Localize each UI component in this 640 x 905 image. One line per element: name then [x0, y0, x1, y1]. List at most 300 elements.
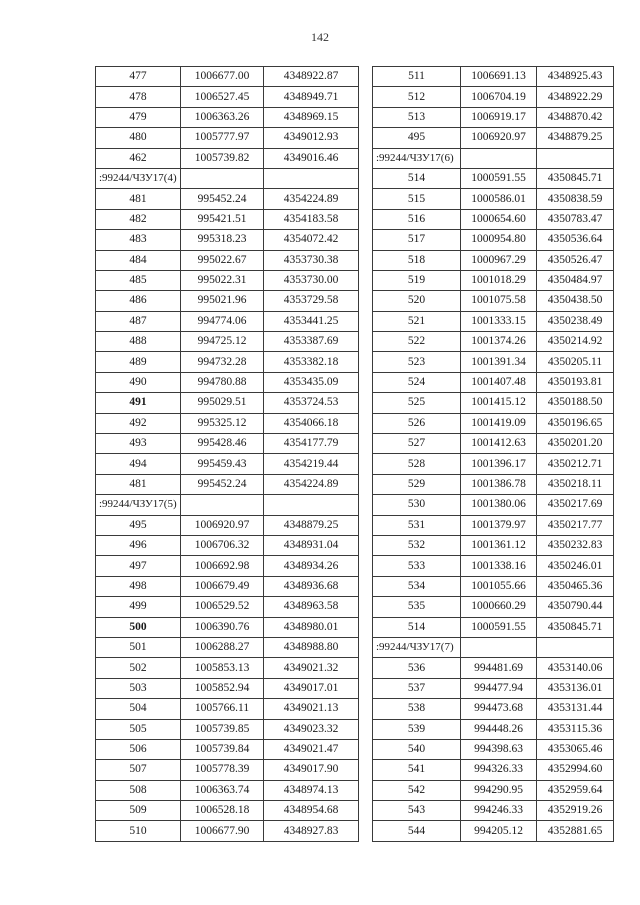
point-number-cell: 513 — [373, 107, 461, 127]
y-coordinate-cell: 4353441.25 — [264, 311, 359, 331]
point-number-cell: 542 — [373, 780, 461, 800]
table-row — [373, 699, 614, 719]
point-number-cell: 511 — [373, 67, 461, 87]
x-coordinate-cell: 1000660.29 — [461, 597, 537, 617]
point-number-cell: 480 — [96, 128, 181, 148]
table-row — [96, 719, 359, 739]
y-coordinate-cell: 4353729.58 — [264, 291, 359, 311]
y-coordinate-cell: 4349021.47 — [264, 739, 359, 759]
table-row — [373, 311, 614, 331]
x-coordinate-cell: 1001407.48 — [461, 372, 537, 392]
table-row — [373, 719, 614, 739]
point-number-cell: 504 — [96, 699, 181, 719]
x-coordinate-cell: 1005766.11 — [181, 699, 264, 719]
coordinates-table-left — [95, 66, 359, 842]
table-row — [96, 617, 359, 637]
table-row — [373, 107, 614, 127]
x-coordinate-cell: 1006691.13 — [461, 67, 537, 87]
x-coordinate-cell: 994448.26 — [461, 719, 537, 739]
table-row — [373, 515, 614, 535]
y-cell-empty — [537, 637, 614, 657]
x-coordinate-cell: 1005739.84 — [181, 739, 264, 759]
table-row — [96, 434, 359, 454]
x-coordinate-cell: 1000967.29 — [461, 250, 537, 270]
point-number-cell: 493 — [96, 434, 181, 454]
point-number-cell: 508 — [96, 780, 181, 800]
y-coordinate-cell: 4352959.64 — [537, 780, 614, 800]
x-coordinate-cell: 1006529.52 — [181, 597, 264, 617]
table-row — [373, 250, 614, 270]
table-row — [373, 291, 614, 311]
y-coordinate-cell: 4353136.01 — [537, 678, 614, 698]
y-coordinate-cell: 4350465.36 — [537, 576, 614, 596]
x-coordinate-cell: 1006528.18 — [181, 801, 264, 821]
y-coordinate-cell: 4353140.06 — [537, 658, 614, 678]
y-cell-empty — [264, 168, 359, 188]
table-row — [96, 699, 359, 719]
y-coordinate-cell: 4353065.46 — [537, 739, 614, 759]
point-number-cell: 498 — [96, 576, 181, 596]
x-cell-empty — [461, 148, 537, 168]
y-cell-empty — [537, 148, 614, 168]
y-coordinate-cell: 4348925.43 — [537, 67, 614, 87]
table-row — [96, 189, 359, 209]
page-number: 142 — [311, 30, 329, 44]
point-number-cell: 527 — [373, 434, 461, 454]
point-number-cell: 535 — [373, 597, 461, 617]
x-coordinate-cell: 1006706.32 — [181, 535, 264, 555]
y-coordinate-cell: 4348934.26 — [264, 556, 359, 576]
x-coordinate-cell: 1006363.26 — [181, 107, 264, 127]
y-coordinate-cell: 4349012.93 — [264, 128, 359, 148]
y-coordinate-cell: 4348969.15 — [264, 107, 359, 127]
point-number-cell: 544 — [373, 821, 461, 841]
point-number-cell: 539 — [373, 719, 461, 739]
point-number-cell: 462 — [96, 148, 181, 168]
x-coordinate-cell: 1001396.17 — [461, 454, 537, 474]
table-row — [96, 209, 359, 229]
table-row — [96, 454, 359, 474]
point-number-cell: 479 — [96, 107, 181, 127]
table-row — [96, 352, 359, 372]
y-coordinate-cell: 4350246.01 — [537, 556, 614, 576]
table-row — [96, 474, 359, 494]
point-number-cell: 531 — [373, 515, 461, 535]
x-coordinate-cell: 1001379.97 — [461, 515, 537, 535]
table-row — [96, 372, 359, 392]
y-coordinate-cell: 4350218.11 — [537, 474, 614, 494]
table-row — [373, 739, 614, 759]
x-coordinate-cell: 994774.06 — [181, 311, 264, 331]
x-coordinate-cell: 1006390.76 — [181, 617, 264, 637]
point-number-cell: 506 — [96, 739, 181, 759]
x-coordinate-cell: 995459.43 — [181, 454, 264, 474]
table-row — [373, 576, 614, 596]
point-number-cell: 486 — [96, 291, 181, 311]
y-coordinate-cell: 4349017.90 — [264, 760, 359, 780]
x-coordinate-cell: 1006704.19 — [461, 87, 537, 107]
parcel-label-cell: :99244/ЧЗУ17(5) — [96, 495, 181, 515]
x-coordinate-cell: 994725.12 — [181, 332, 264, 352]
table-row — [373, 780, 614, 800]
coordinates-table-right-body — [373, 67, 614, 842]
y-coordinate-cell: 4354224.89 — [264, 189, 359, 209]
table-row — [373, 372, 614, 392]
x-coordinate-cell: 1001333.15 — [461, 311, 537, 331]
x-coordinate-cell: 1006288.27 — [181, 637, 264, 657]
point-number-cell: 483 — [96, 230, 181, 250]
table-row — [96, 780, 359, 800]
table-row — [373, 230, 614, 250]
y-coordinate-cell: 4353435.09 — [264, 372, 359, 392]
y-coordinate-cell: 4348870.42 — [537, 107, 614, 127]
y-coordinate-cell: 4350526.47 — [537, 250, 614, 270]
table-row — [96, 801, 359, 821]
x-coordinate-cell: 1006920.97 — [461, 128, 537, 148]
x-coordinate-cell: 1000591.55 — [461, 168, 537, 188]
table-row — [373, 821, 614, 841]
table-row — [96, 658, 359, 678]
x-coordinate-cell: 994732.28 — [181, 352, 264, 372]
table-row — [373, 168, 614, 188]
x-coordinate-cell: 994326.33 — [461, 760, 537, 780]
table-row — [96, 230, 359, 250]
y-coordinate-cell: 4350484.97 — [537, 270, 614, 290]
point-number-cell: 487 — [96, 311, 181, 331]
x-coordinate-cell: 1006363.74 — [181, 780, 264, 800]
point-number-cell: 495 — [373, 128, 461, 148]
x-coordinate-cell: 1001391.34 — [461, 352, 537, 372]
y-coordinate-cell: 4354072.42 — [264, 230, 359, 250]
table-row — [373, 617, 614, 637]
x-coordinate-cell: 1005739.82 — [181, 148, 264, 168]
x-coordinate-cell: 1006677.00 — [181, 67, 264, 87]
y-coordinate-cell: 4350438.50 — [537, 291, 614, 311]
y-coordinate-cell: 4350217.77 — [537, 515, 614, 535]
y-coordinate-cell: 4350232.83 — [537, 535, 614, 555]
point-number-cell: 499 — [96, 597, 181, 617]
y-coordinate-cell: 4348963.58 — [264, 597, 359, 617]
point-number-cell: 518 — [373, 250, 461, 270]
x-coordinate-cell: 1001075.58 — [461, 291, 537, 311]
point-number-cell: 530 — [373, 495, 461, 515]
table-row — [96, 821, 359, 841]
y-coordinate-cell: 4354224.89 — [264, 474, 359, 494]
y-coordinate-cell: 4353382.18 — [264, 352, 359, 372]
point-number-cell: 489 — [96, 352, 181, 372]
y-coordinate-cell: 4348988.80 — [264, 637, 359, 657]
x-coordinate-cell: 1005853.13 — [181, 658, 264, 678]
y-coordinate-cell: 4352919.26 — [537, 801, 614, 821]
table-row — [373, 597, 614, 617]
table-row — [96, 107, 359, 127]
x-coordinate-cell: 1006920.97 — [181, 515, 264, 535]
point-number-cell: 477 — [96, 67, 181, 87]
x-coordinate-cell: 1001380.06 — [461, 495, 537, 515]
x-coordinate-cell: 1006677.90 — [181, 821, 264, 841]
y-coordinate-cell: 4354183.58 — [264, 209, 359, 229]
point-number-cell: 478 — [96, 87, 181, 107]
y-coordinate-cell: 4349016.46 — [264, 148, 359, 168]
y-coordinate-cell: 4348922.87 — [264, 67, 359, 87]
point-number-cell: 515 — [373, 189, 461, 209]
y-coordinate-cell: 4348974.13 — [264, 780, 359, 800]
parcel-label-cell: :99244/ЧЗУ17(4) — [96, 168, 181, 188]
x-coordinate-cell: 1006679.49 — [181, 576, 264, 596]
table-row — [373, 87, 614, 107]
point-number-cell: 495 — [96, 515, 181, 535]
point-number-cell: 500 — [96, 617, 181, 637]
x-coordinate-cell: 1000591.55 — [461, 617, 537, 637]
x-coordinate-cell: 994290.95 — [461, 780, 537, 800]
x-coordinate-cell: 1001374.26 — [461, 332, 537, 352]
point-number-cell: 485 — [96, 270, 181, 290]
parcel-label-cell: :99244/ЧЗУ17(6) — [373, 148, 461, 168]
table-row — [373, 495, 614, 515]
point-number-cell: 525 — [373, 393, 461, 413]
y-cell-empty — [264, 495, 359, 515]
y-coordinate-cell: 4350217.69 — [537, 495, 614, 515]
x-coordinate-cell: 995452.24 — [181, 189, 264, 209]
point-number-cell: 494 — [96, 454, 181, 474]
y-coordinate-cell: 4348931.04 — [264, 535, 359, 555]
y-coordinate-cell: 4353730.38 — [264, 250, 359, 270]
table-row — [373, 678, 614, 698]
x-coordinate-cell: 995021.96 — [181, 291, 264, 311]
x-coordinate-cell: 1005739.85 — [181, 719, 264, 739]
table-row — [373, 454, 614, 474]
table-row — [96, 311, 359, 331]
point-number-cell: 540 — [373, 739, 461, 759]
x-coordinate-cell: 1001338.16 — [461, 556, 537, 576]
table-row — [373, 760, 614, 780]
table-row — [96, 291, 359, 311]
point-number-cell: 505 — [96, 719, 181, 739]
x-coordinate-cell: 1005852.94 — [181, 678, 264, 698]
x-coordinate-cell: 994205.12 — [461, 821, 537, 841]
x-coordinate-cell: 1006919.17 — [461, 107, 537, 127]
point-number-cell: 519 — [373, 270, 461, 290]
y-coordinate-cell: 4348879.25 — [264, 515, 359, 535]
y-coordinate-cell: 4353724.53 — [264, 393, 359, 413]
table-row — [96, 678, 359, 698]
y-coordinate-cell: 4350845.71 — [537, 168, 614, 188]
table-row — [96, 515, 359, 535]
point-number-cell: 510 — [96, 821, 181, 841]
x-coordinate-cell: 1006692.98 — [181, 556, 264, 576]
y-coordinate-cell: 4348980.01 — [264, 617, 359, 637]
point-number-cell: 490 — [96, 372, 181, 392]
x-cell-empty — [181, 168, 264, 188]
point-number-cell: 521 — [373, 311, 461, 331]
x-coordinate-cell: 995428.46 — [181, 434, 264, 454]
point-number-cell: 502 — [96, 658, 181, 678]
point-number-cell: 533 — [373, 556, 461, 576]
table-row — [96, 393, 359, 413]
point-number-cell: 491 — [96, 393, 181, 413]
y-coordinate-cell: 4354219.44 — [264, 454, 359, 474]
point-number-cell: 488 — [96, 332, 181, 352]
x-coordinate-cell: 1001419.09 — [461, 413, 537, 433]
x-coordinate-cell: 994246.33 — [461, 801, 537, 821]
point-number-cell: 529 — [373, 474, 461, 494]
point-number-cell: 481 — [96, 189, 181, 209]
y-coordinate-cell: 4353730.00 — [264, 270, 359, 290]
table-row — [96, 67, 359, 87]
point-number-cell: 538 — [373, 699, 461, 719]
x-coordinate-cell: 995452.24 — [181, 474, 264, 494]
table-row — [373, 413, 614, 433]
point-number-cell: 512 — [373, 87, 461, 107]
parcel-header-row — [96, 495, 359, 515]
point-number-cell: 497 — [96, 556, 181, 576]
table-row — [96, 332, 359, 352]
y-coordinate-cell: 4348949.71 — [264, 87, 359, 107]
table-row — [96, 413, 359, 433]
x-coordinate-cell: 1000586.01 — [461, 189, 537, 209]
table-row — [96, 576, 359, 596]
table-row — [96, 270, 359, 290]
y-coordinate-cell: 4350838.59 — [537, 189, 614, 209]
point-number-cell: 482 — [96, 209, 181, 229]
point-number-cell: 516 — [373, 209, 461, 229]
x-cell-empty — [181, 495, 264, 515]
point-number-cell: 522 — [373, 332, 461, 352]
x-coordinate-cell: 994780.88 — [181, 372, 264, 392]
point-number-cell: 532 — [373, 535, 461, 555]
point-number-cell: 514 — [373, 617, 461, 637]
y-coordinate-cell: 4350238.49 — [537, 311, 614, 331]
y-coordinate-cell: 4353131.44 — [537, 699, 614, 719]
table-row — [373, 434, 614, 454]
x-coordinate-cell: 1001018.29 — [461, 270, 537, 290]
x-coordinate-cell: 1001386.78 — [461, 474, 537, 494]
table-row — [373, 128, 614, 148]
parcel-header-row — [373, 637, 614, 657]
table-row — [373, 189, 614, 209]
point-number-cell: 501 — [96, 637, 181, 657]
table-row — [96, 556, 359, 576]
table-row — [96, 87, 359, 107]
table-row — [96, 535, 359, 555]
x-coordinate-cell: 1006527.45 — [181, 87, 264, 107]
y-coordinate-cell: 4350196.65 — [537, 413, 614, 433]
point-number-cell: 520 — [373, 291, 461, 311]
x-coordinate-cell: 994481.69 — [461, 658, 537, 678]
table-row — [373, 332, 614, 352]
x-coordinate-cell: 1001361.12 — [461, 535, 537, 555]
x-coordinate-cell: 1005778.39 — [181, 760, 264, 780]
table-row — [373, 393, 614, 413]
x-coordinate-cell: 994398.63 — [461, 739, 537, 759]
x-coordinate-cell: 1000654.60 — [461, 209, 537, 229]
x-coordinate-cell: 995029.51 — [181, 393, 264, 413]
y-coordinate-cell: 4350193.81 — [537, 372, 614, 392]
point-number-cell: 528 — [373, 454, 461, 474]
point-number-cell: 537 — [373, 678, 461, 698]
y-coordinate-cell: 4352994.60 — [537, 760, 614, 780]
table-row — [373, 209, 614, 229]
point-number-cell: 541 — [373, 760, 461, 780]
x-coordinate-cell: 1005777.97 — [181, 128, 264, 148]
table-row — [373, 474, 614, 494]
y-coordinate-cell: 4348922.29 — [537, 87, 614, 107]
y-coordinate-cell: 4350188.50 — [537, 393, 614, 413]
y-coordinate-cell: 4350536.64 — [537, 230, 614, 250]
y-coordinate-cell: 4349023.32 — [264, 719, 359, 739]
table-row — [373, 801, 614, 821]
table-row — [373, 67, 614, 87]
x-coordinate-cell: 994477.94 — [461, 678, 537, 698]
y-coordinate-cell: 4354066.18 — [264, 413, 359, 433]
y-coordinate-cell: 4350783.47 — [537, 209, 614, 229]
parcel-header-row — [373, 148, 614, 168]
y-coordinate-cell: 4349021.32 — [264, 658, 359, 678]
y-coordinate-cell: 4348879.25 — [537, 128, 614, 148]
y-coordinate-cell: 4350845.71 — [537, 617, 614, 637]
point-number-cell: 507 — [96, 760, 181, 780]
coordinates-table-left-body — [96, 67, 359, 842]
coordinates-table-right — [372, 66, 614, 842]
point-number-cell: 526 — [373, 413, 461, 433]
table-row — [96, 760, 359, 780]
point-number-cell: 523 — [373, 352, 461, 372]
y-coordinate-cell: 4349017.01 — [264, 678, 359, 698]
table-row — [373, 658, 614, 678]
table-row — [373, 535, 614, 555]
y-coordinate-cell: 4352881.65 — [537, 821, 614, 841]
table-row — [96, 597, 359, 617]
y-coordinate-cell: 4350201.20 — [537, 434, 614, 454]
y-coordinate-cell: 4350212.71 — [537, 454, 614, 474]
y-coordinate-cell: 4353115.36 — [537, 719, 614, 739]
point-number-cell: 524 — [373, 372, 461, 392]
point-number-cell: 534 — [373, 576, 461, 596]
parcel-label-cell: :99244/ЧЗУ17(7) — [373, 637, 461, 657]
x-cell-empty — [461, 637, 537, 657]
table-row — [96, 637, 359, 657]
x-coordinate-cell: 995325.12 — [181, 413, 264, 433]
table-row — [373, 556, 614, 576]
y-coordinate-cell: 4350790.44 — [537, 597, 614, 617]
x-coordinate-cell: 1001415.12 — [461, 393, 537, 413]
table-row — [96, 128, 359, 148]
y-coordinate-cell: 4350205.11 — [537, 352, 614, 372]
point-number-cell: 492 — [96, 413, 181, 433]
table-row — [96, 250, 359, 270]
point-number-cell: 536 — [373, 658, 461, 678]
y-coordinate-cell: 4348954.68 — [264, 801, 359, 821]
y-coordinate-cell: 4349021.13 — [264, 699, 359, 719]
point-number-cell: 481 — [96, 474, 181, 494]
x-coordinate-cell: 1000954.80 — [461, 230, 537, 250]
parcel-header-row — [96, 168, 359, 188]
y-coordinate-cell: 4348936.68 — [264, 576, 359, 596]
table-row — [96, 148, 359, 168]
point-number-cell: 543 — [373, 801, 461, 821]
y-coordinate-cell: 4348927.83 — [264, 821, 359, 841]
table-row — [373, 270, 614, 290]
x-coordinate-cell: 994473.68 — [461, 699, 537, 719]
point-number-cell: 484 — [96, 250, 181, 270]
y-coordinate-cell: 4354177.79 — [264, 434, 359, 454]
point-number-cell: 509 — [96, 801, 181, 821]
x-coordinate-cell: 995022.67 — [181, 250, 264, 270]
x-coordinate-cell: 995421.51 — [181, 209, 264, 229]
point-number-cell: 514 — [373, 168, 461, 188]
x-coordinate-cell: 1001412.63 — [461, 434, 537, 454]
point-number-cell: 496 — [96, 535, 181, 555]
